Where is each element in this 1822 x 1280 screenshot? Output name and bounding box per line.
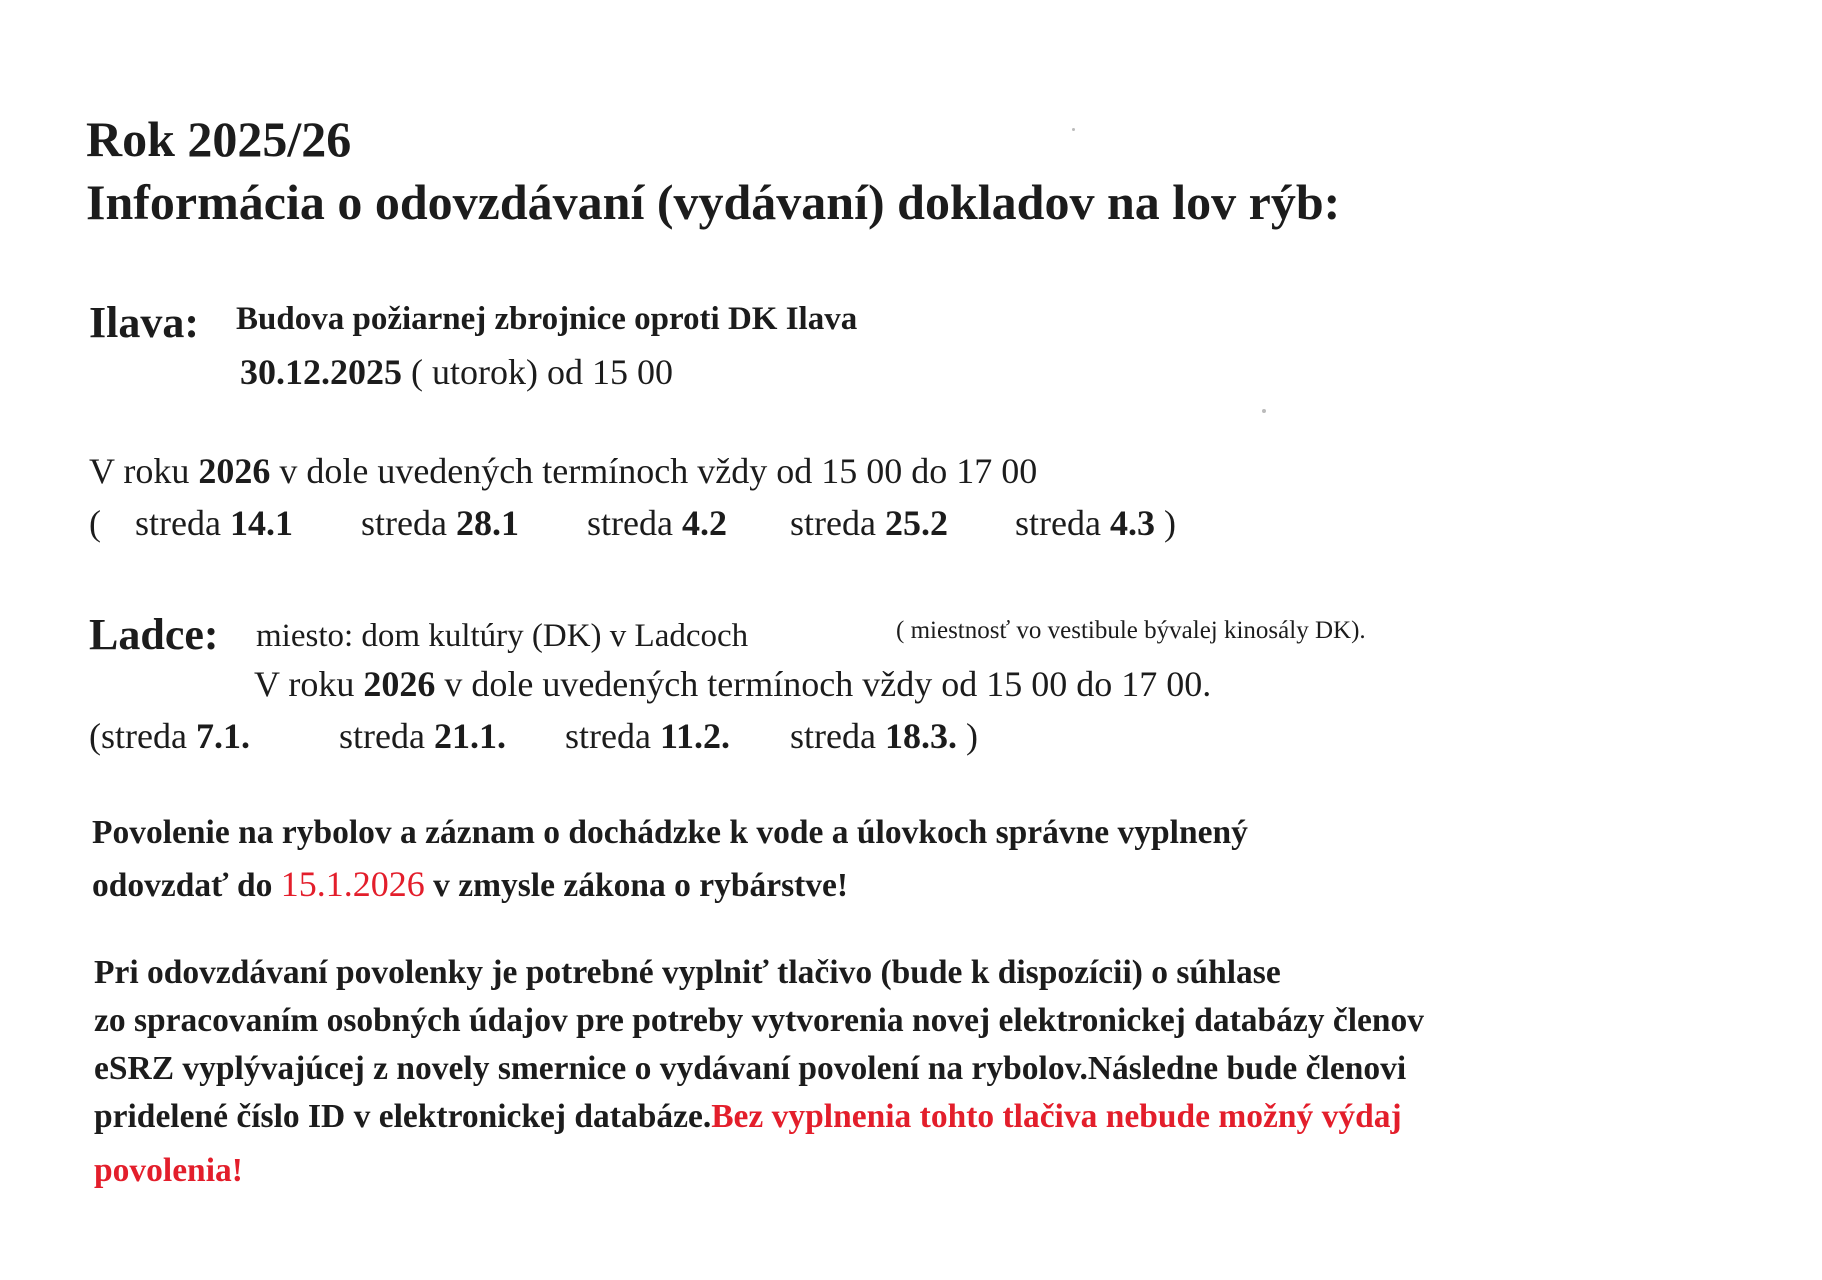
warning-text-end: povolenia! — [94, 1152, 243, 1189]
ladce-date-list — [89, 718, 1089, 754]
notice1-line1: Povolenie na rybolov a záznam o dochádzke k vode a úlovkoch správne vyplnený — [92, 814, 1248, 851]
ladce-date-day: streda — [790, 716, 876, 756]
ilava-date-value: 4.2 — [681, 503, 727, 543]
ilava-schedule — [89, 453, 1037, 489]
ilava-time-note: ( utorok) od 15 00 — [411, 352, 673, 392]
ilava-first-date — [240, 354, 673, 390]
notice2-line3: eSRZ vyplývajúcej z novely smernice o vydávaní povolení na rybolov.Následne bude členovi — [94, 1050, 1407, 1087]
ladce-schedule — [254, 666, 1211, 702]
ilava-date-day: streda — [587, 503, 673, 543]
scan-speck — [1262, 409, 1266, 413]
ilava-date-day: streda — [790, 503, 876, 543]
ilava-date-item — [135, 505, 361, 541]
ilava-date-list — [89, 505, 1229, 541]
ladce-date-value: 11.2. — [659, 716, 730, 756]
ilava-date-value: 14.1 — [229, 503, 293, 543]
ladce-date-day: streda — [339, 716, 425, 756]
ladce-date-item — [339, 718, 565, 754]
ladce-close-paren: ) — [965, 716, 978, 756]
ilava-schedule-suffix: v dole uvedených termínoch vždy od 15 00 do 17 00 — [279, 451, 1038, 491]
ladce-date-value: 7.1. — [195, 716, 250, 756]
ilava-date-value: 28.1 — [455, 503, 519, 543]
notice1-line2-prefix: odovzdať do — [92, 867, 273, 904]
ilava-date-value: 25.2 — [884, 503, 948, 543]
ladce-open-paren: ( — [89, 716, 101, 756]
scan-speck — [1072, 128, 1075, 131]
ilava-date-day: streda — [135, 503, 221, 543]
ilava-schedule-year: 2026 — [198, 451, 271, 491]
warning-text: Bez vyplnenia tohto tlačiva nebude možný výdaj — [711, 1098, 1402, 1135]
ladce-room-note: ( miestnosť vo vestibule bývalej kinosály DK). — [896, 617, 1366, 644]
notice2-line1: Pri odovzdávaní povolenky je potrebné vyplniť tlačivo (bude k dispozícii) o súhlase — [94, 954, 1281, 991]
ilava-schedule-prefix: V roku — [89, 451, 190, 491]
ilava-place-label: Ilava: — [89, 298, 199, 347]
ilava-date-day: streda — [1015, 503, 1101, 543]
ladce-date-day: streda — [565, 716, 651, 756]
ilava-venue: Budova požiarnej zbrojnice oproti DK Ilava — [236, 301, 858, 337]
ilava-date-item — [587, 505, 790, 541]
ilava-date: 30.12.2025 — [240, 352, 402, 392]
year-heading: Rok 2025/26 — [86, 111, 352, 167]
ladce-date-value: 18.3. — [884, 716, 957, 756]
ladce-date-day: streda — [101, 716, 187, 756]
ladce-date-value: 21.1. — [433, 716, 506, 756]
ladce-location: miesto: dom kultúry (DK) v Ladcoch — [256, 618, 749, 654]
ilava-date-item — [361, 505, 587, 541]
ilava-close-paren: ) — [1163, 503, 1176, 543]
ilava-date-item — [790, 505, 1015, 541]
ilava-date-day: streda — [361, 503, 447, 543]
ladce-schedule-year: 2026 — [363, 664, 436, 704]
ilava-date-item — [1015, 505, 1155, 541]
ladce-date-item — [790, 718, 957, 754]
ilava-date-value: 4.3 — [1109, 503, 1155, 543]
notice2-line2: zo spracovaním osobných údajov pre potreby vytvorenia novej elektronickej databázy členov — [94, 1002, 1425, 1039]
ladce-date-item — [101, 718, 339, 754]
ladce-date-item — [565, 718, 790, 754]
notice2-line4 — [94, 1100, 1402, 1134]
ladce-schedule-prefix: V roku — [254, 664, 355, 704]
notice1-line2 — [92, 866, 848, 903]
notice2-line4-prefix: pridelené číslo ID v elektronickej databáze. — [94, 1098, 712, 1135]
document-title: Informácia o odovzdávaní (vydávaní) dokladov na lov rýb: — [86, 174, 1341, 230]
notice1-line2-suffix: v zmysle zákona o rybárstve! — [433, 867, 849, 904]
ladce-schedule-suffix: v dole uvedených termínoch vždy od 15 00 do 17 00. — [444, 664, 1212, 704]
deadline-date: 15.1.2026 — [280, 864, 425, 904]
ilava-open-paren: ( — [89, 503, 101, 543]
ladce-place-label: Ladce: — [89, 610, 219, 659]
